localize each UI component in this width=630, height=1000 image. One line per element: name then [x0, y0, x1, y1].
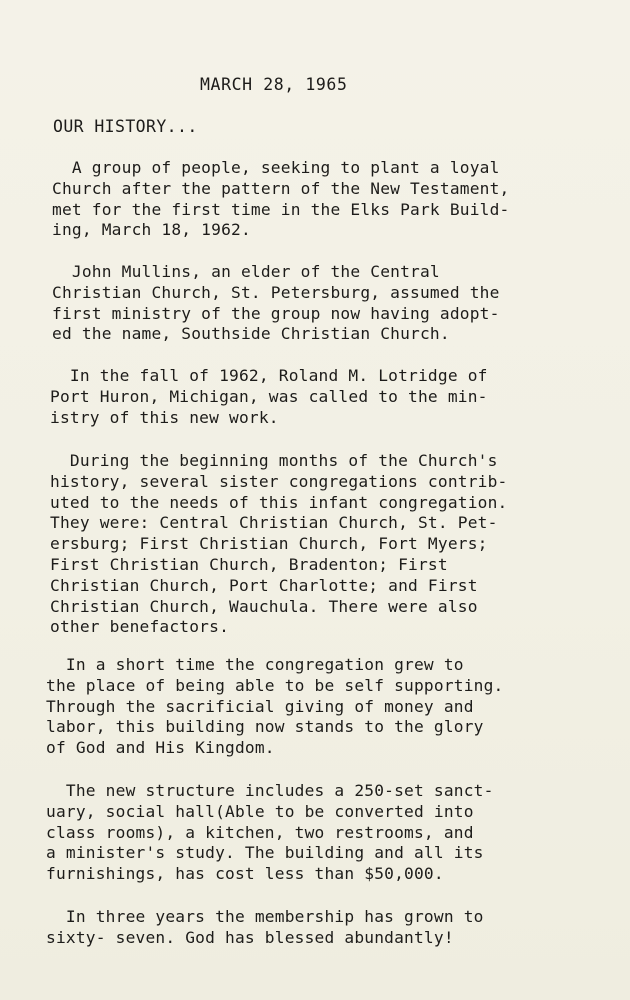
text-line: During the beginning months of the Church's	[50, 451, 498, 470]
text-line: John Mullins, an elder of the Central	[52, 262, 440, 281]
paragraph-founding	[52, 158, 510, 241]
text-line: a minister's study. The building and all its	[46, 843, 484, 863]
text-line: ed the name, Southside Christian Church.	[52, 324, 450, 344]
text-line: history, several sister congregations contrib-	[50, 471, 508, 491]
text-line: Christian Church, Port Charlotte; and First	[50, 575, 478, 595]
text-line: istry of this new work.	[50, 407, 279, 427]
text-line: other benefactors.	[50, 617, 230, 637]
text-line: uted to the needs of this infant congregation.	[50, 492, 508, 512]
text-line: The new structure includes a 250-set sanct-	[46, 781, 494, 800]
text-line: uary, social hall(Able to be converted into	[46, 801, 474, 821]
text-line: met for the first time in the Elks Park Build-	[52, 199, 510, 219]
text-line: the place of being able to be self supporting.	[46, 675, 504, 695]
text-line: In a short time the congregation grew to	[46, 655, 464, 674]
text-line: They were: Central Christian Church, St. Pet-	[50, 513, 498, 533]
paragraph-first-ministry	[52, 262, 500, 345]
text-line: In the fall of 1962, Roland M. Lotridge of	[50, 366, 488, 385]
document-heading: OUR HISTORY...	[53, 117, 198, 136]
text-line: ersburg; First Christian Church, Fort Myers;	[50, 534, 488, 554]
text-line: In three years the membership has grown to	[46, 907, 484, 926]
document-date: MARCH 28, 1965	[200, 75, 348, 94]
paragraph-membership	[46, 907, 484, 949]
text-line: sixty- seven. God has blessed abundantly!	[46, 927, 454, 947]
text-line: of God and His Kingdom.	[46, 738, 275, 758]
text-line: Port Huron, Michigan, was called to the min-	[50, 386, 488, 406]
text-line: ing, March 18, 1962.	[52, 220, 251, 240]
text-line: furnishings, has cost less than $50,000.	[46, 864, 444, 884]
paragraph-new-minister	[50, 366, 488, 428]
text-line: Christian Church, St. Petersburg, assumed the	[52, 282, 500, 302]
text-line: labor, this building now stands to the glory	[46, 717, 484, 737]
text-line: Church after the pattern of the New Testament,	[52, 178, 510, 198]
paragraph-sister-congregations	[50, 451, 508, 638]
paragraph-new-structure	[46, 781, 494, 885]
text-line: class rooms), a kitchen, two restrooms, and	[46, 822, 474, 842]
text-line: Through the sacrificial giving of money and	[46, 696, 474, 716]
text-line: first ministry of the group now having adopt-	[52, 303, 500, 323]
text-line: First Christian Church, Bradenton; First	[50, 554, 448, 574]
paragraph-self-supporting	[46, 655, 504, 759]
text-line: A group of people, seeking to plant a loyal	[52, 158, 500, 177]
text-line: Christian Church, Wauchula. There were also	[50, 596, 478, 616]
